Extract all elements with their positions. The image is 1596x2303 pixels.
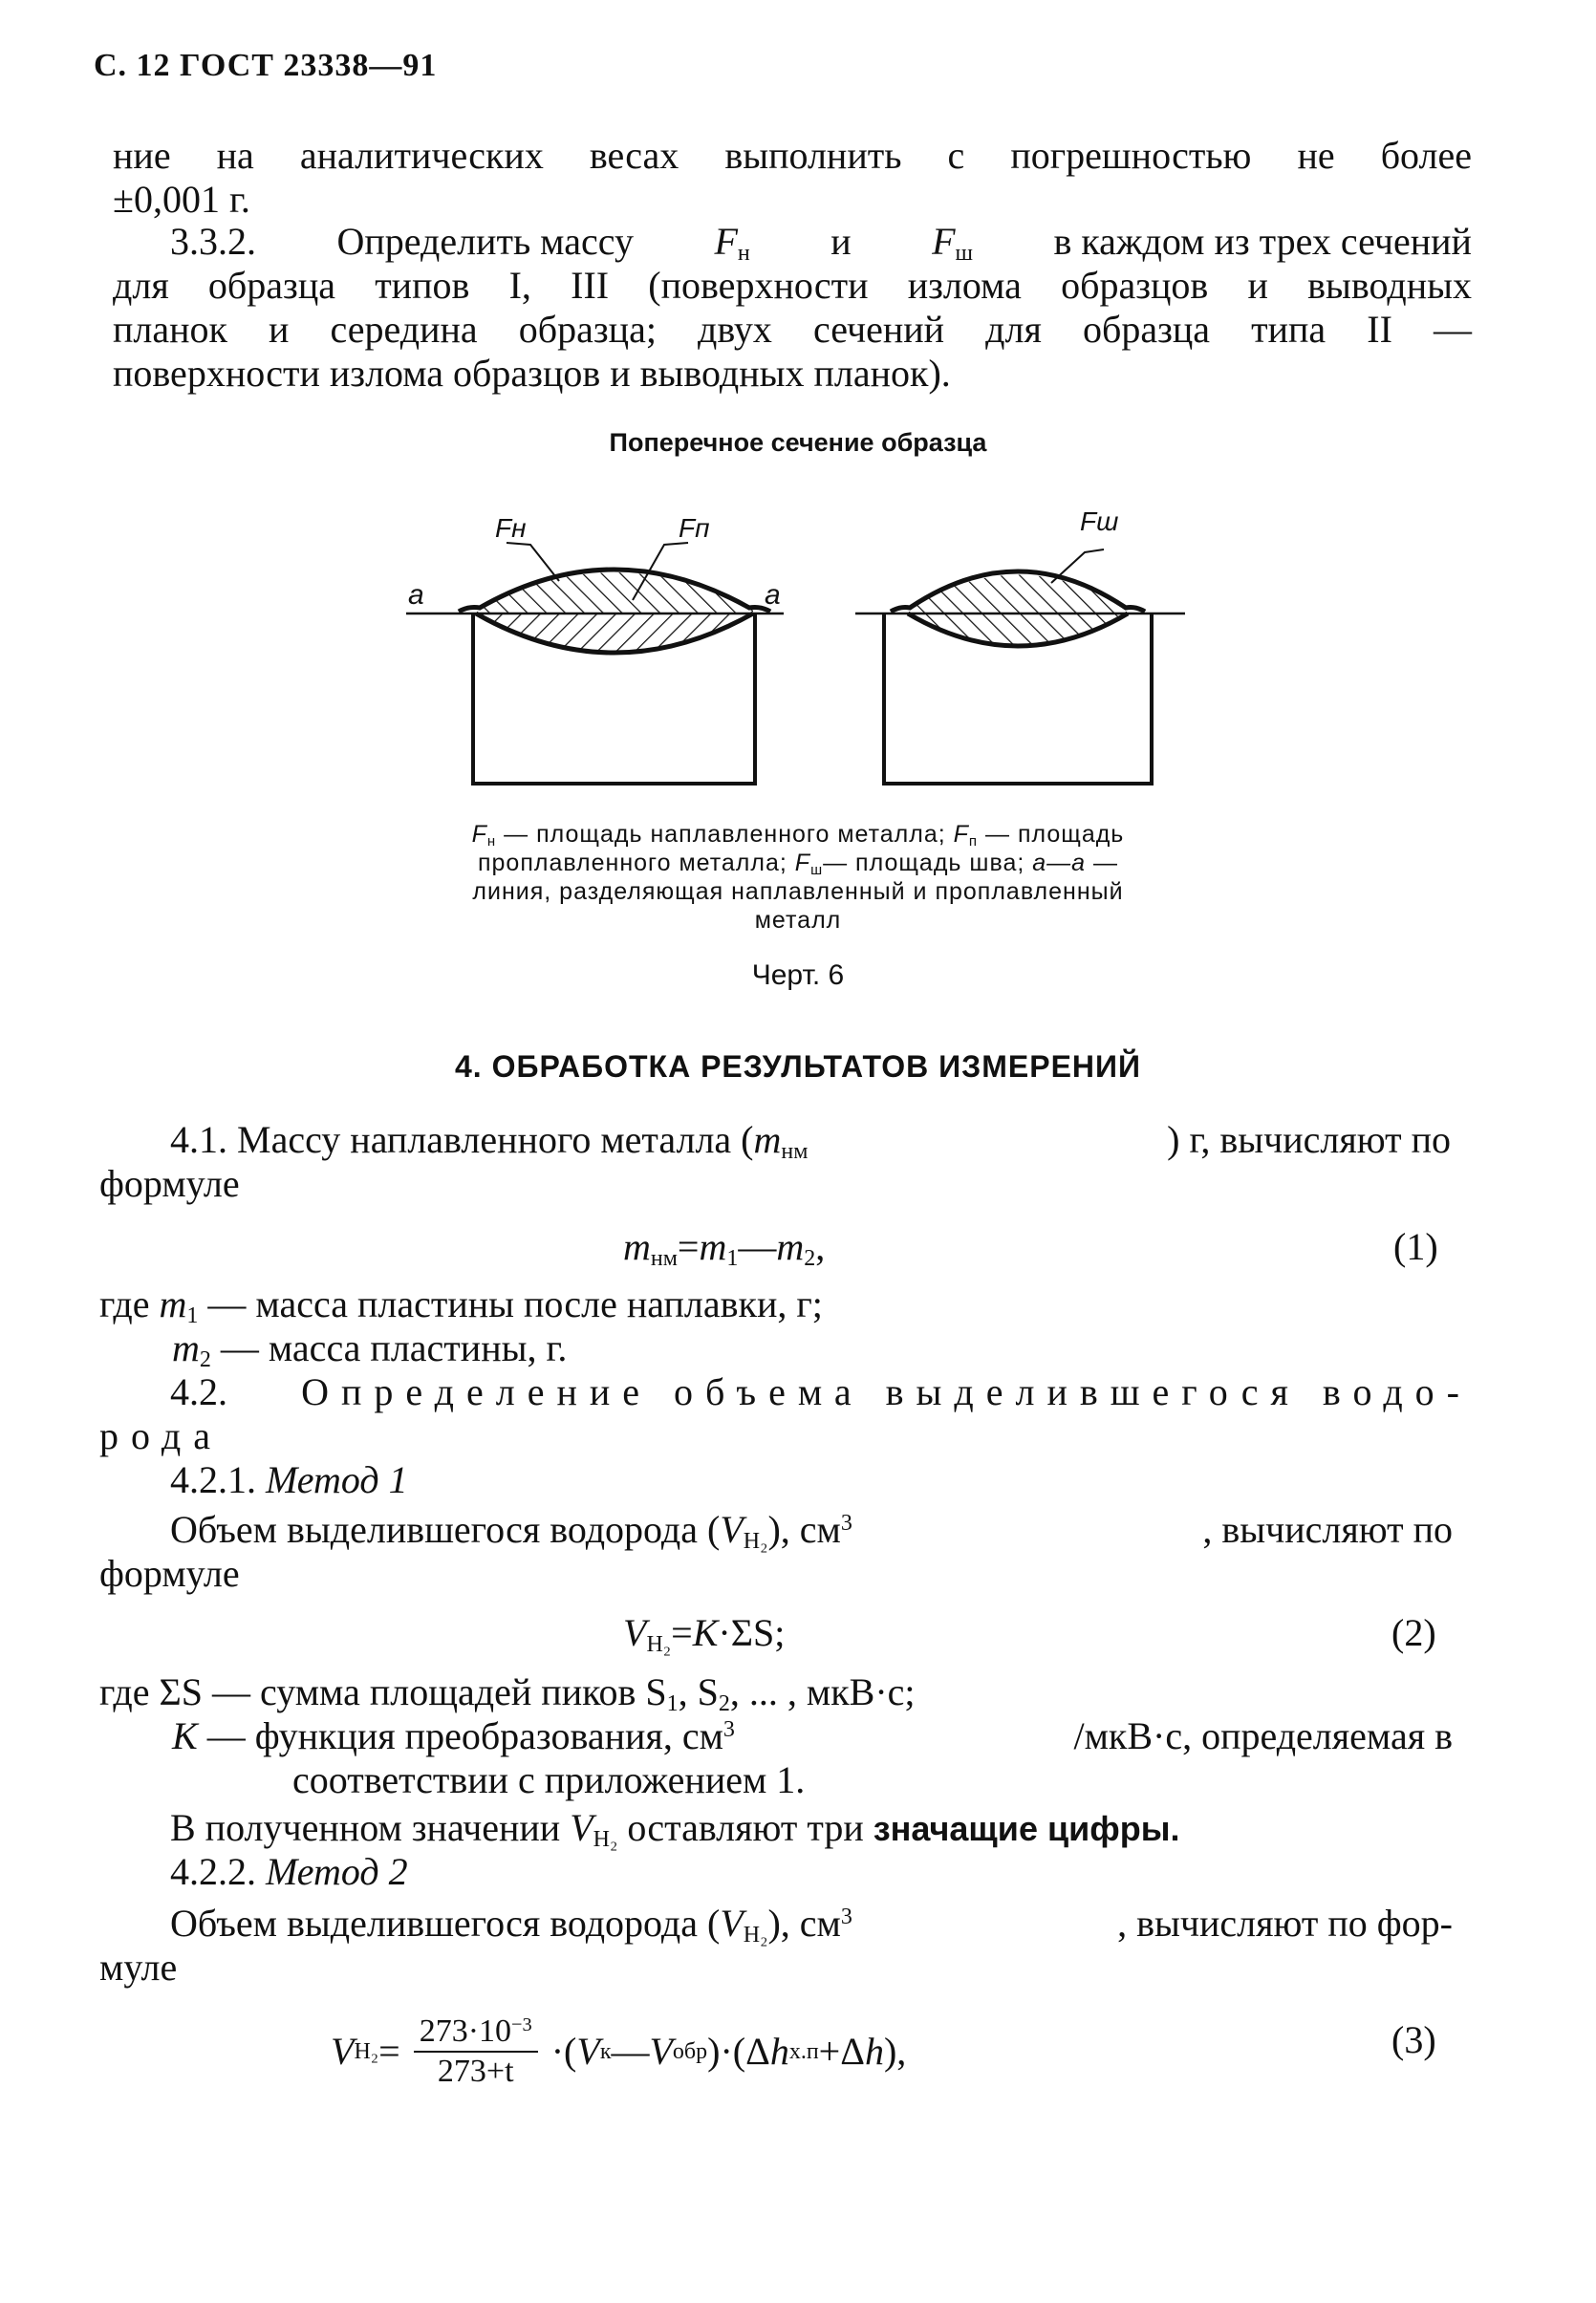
caption-line: линия, разделяющая наплавленный и проплавленный [472,878,1124,905]
equation-1: $m_{нм}=m_1—m_2$, [623,1225,826,1271]
page-header: С. 12 ГОСТ 23338—91 [94,48,438,83]
paragraph-4-2-1-line-1: Объем выделившегося водорода $(V_{H_2})$, $см^3$ , вычисляют по [170,1508,1453,1554]
equation-3: V H₂ = $\frac{273\cdot 10^{-3}}{273+t}$ ·( V к — V обр )·(Δ h х.п +Δ h ), [331,2013,907,2089]
text: в каждом из трех сечений [1053,220,1472,263]
label-fp: Fп [679,513,710,543]
equation-number: (1) [1393,1225,1438,1268]
caption-line: металл [754,907,842,934]
paragraph-line: муле [99,1946,178,1989]
paragraph-4-2-2-line-1: Объем выделившегося водорода $(V_{H_2})$, $см^3$ , вычисляют по фор- [170,1902,1453,1948]
where-line: где ΣS — сумма площадей пиков $S_1$, $S_2$, ... , мкВ·с; [99,1670,916,1716]
label-fn: Fн [495,513,527,543]
fraction: $\frac{273\cdot 10^{-3}}{273+t}$ [414,2012,538,2091]
formula-fsh: $F_ш$ [932,220,973,266]
subheading: Определение объема выделившегося водо- [301,1370,1472,1413]
paragraph-line: формуле [99,1552,240,1595]
where-line: соответствии с приложением 1. [292,1758,806,1801]
equation-number: (3) [1391,2018,1436,2061]
text: 4.1. Массу наплавленного металла ( [170,1118,754,1161]
leader-fn [507,543,559,581]
left-section [406,513,784,784]
where-line: где $m_1$ — масса пластины после наплавки, г; [99,1282,823,1328]
clause-4-2-2: 4.2.2. Метод 2 [170,1850,408,1893]
label-a-left: a [408,579,424,611]
text: и [830,220,852,263]
paragraph-3-3-2-line-1 [170,220,1472,264]
caption-line: $F_н$ — площадь наплавленного металла; $F_п$ — площадь [471,821,1125,850]
cross-section-figure [363,487,1204,803]
text: Определить массу [336,220,634,263]
right-section [855,506,1185,784]
deposited-metal-area [476,572,753,613]
weld-area-fsh [908,575,1128,645]
where-line: K — функция преобразования, $см^3$ /мкВ·с, определяемая в [172,1714,1453,1757]
where-line: $m_2$ — масса пластины, г. [172,1326,568,1372]
paragraph-4-1-line-1 [170,1118,1451,1162]
equation-2: $V_{H_2}=K\cdot\Sigma S$; [623,1611,786,1657]
label-fsh: Fш [1080,506,1119,536]
subscript: нм [781,1139,809,1164]
formula-fn: $F_н$ [714,220,750,266]
equation-number: (2) [1391,1611,1436,1654]
paragraph-significant: В полученном значении $V_{H_2}$ оставляют три значащие цифры. [170,1806,1180,1852]
paragraph-line: рода [99,1414,223,1457]
clause-number: 4.2. [170,1370,227,1413]
paragraph-line: ±0,001 г. [113,178,250,221]
paragraph-4-2-line-1 [170,1370,1472,1414]
clause-4-2-1: 4.2.1. Метод 1 [170,1458,408,1501]
paragraph-line: ние на аналитических весах выполнить с погрешностью не более [113,134,1472,177]
paragraph-line: планок и середина образца; двух сечений для образца типа II — [113,308,1472,351]
section-heading: 4. ОБРАБОТКА РЕЗУЛЬТАТОВ ИЗМЕРЕНИЙ [454,1049,1142,1084]
paragraph-line: для образца типов I, III (поверхности излома образцов и выводных [113,264,1472,307]
label-a-right: a [765,579,781,611]
figure-number: Черт. 6 [751,959,845,991]
caption-line: проплавленного металла; $F_ш—$ площадь шва; a—a — [477,850,1119,878]
clause-number: 3.3.2. [170,220,256,263]
paragraph-line: поверхности излома образцов и выводных планок). [113,352,951,395]
text: ) г, вычисляют по [1167,1118,1451,1161]
paragraph-line: формуле [99,1162,240,1205]
figure-title: Поперечное сечение образца [609,428,987,457]
symbol-m: m [753,1118,782,1161]
figure-caption [268,820,1328,935]
